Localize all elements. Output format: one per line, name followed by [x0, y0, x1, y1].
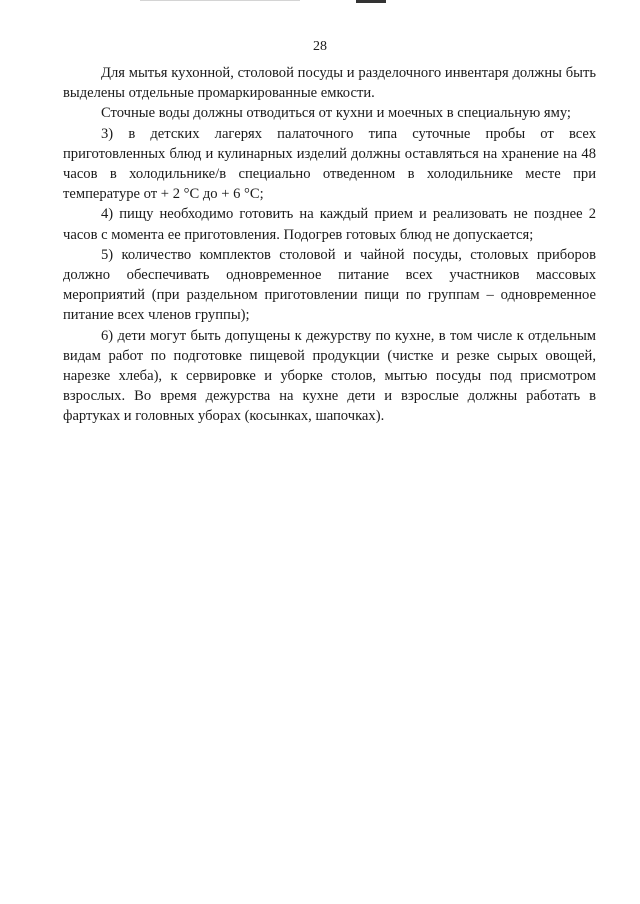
scan-artifact-line — [140, 0, 300, 1]
paragraph-dishwashing-containers: Для мытья кухонной, столовой посуды и разделочного инвентаря должны быть выделены отдельные промаркированные емкости. — [63, 65, 596, 102]
paragraph-item-4-food-preparation: 4) пищу необходимо готовить на каждый прием и реализовать не позднее 2 часов с момента ее приготовления. Подогрев готовых блюд не допускается; — [63, 206, 596, 243]
document-body — [63, 63, 596, 427]
page-number: 28 — [313, 39, 327, 54]
paragraph-item-6-kitchen-duty: 6) дети могут быть допущены к дежурству по кухне, в том числе к отдельным видам работ по подготовке пищевой продукции (чистке и резке сырых овощей, нарезке хлеба), к сервировке и уборке столов, мытью посуды под присмотром взрослых. Во время дежурства на кухне дети и взрослые должны работать в фартуках и головных уборах (косынках, шапочках). — [63, 327, 596, 425]
paragraph-wastewater: Сточные воды должны отводиться от кухни и моечных в специальную яму; — [101, 105, 571, 122]
paragraph-item-5-tableware: 5) количество комплектов столовой и чайной посуды, столовых приборов должно обеспечивать одновременное питание всех участников массовых мероприятий (при раздельном приготовлении пищи по группам – одновременное питание всех членов группы); — [63, 246, 596, 324]
paragraph-item-3-daily-samples: 3) в детских лагерях палаточного типа суточные пробы от всех приготовленных блюд и кулинарных изделий должны оставляться на хранение на 48 часов в холодильнике/в специально отведенном в холодильнике месте при температуре от + 2 °С до + 6 °С; — [63, 125, 596, 203]
scan-artifact-mark — [356, 0, 386, 3]
